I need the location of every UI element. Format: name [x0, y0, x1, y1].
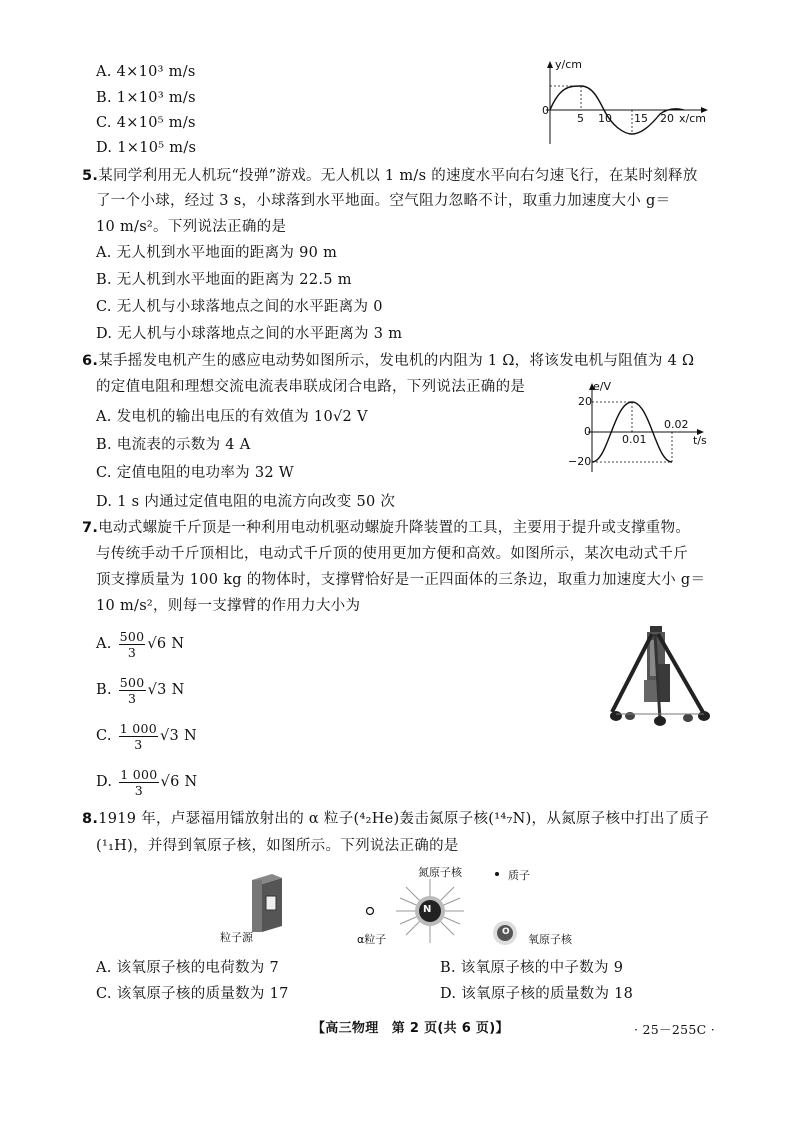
oxygen-symbol: O	[502, 927, 510, 937]
q6-line1: 6.某手摇发电机产生的感应电动势如图所示，发电机的内阻为 1 Ω，将该发电机与阻值为 4 Ω	[82, 353, 695, 369]
proton-label: 质子	[508, 869, 530, 882]
electric-jack-image	[600, 620, 720, 728]
alpha-label: α粒子	[357, 933, 387, 946]
q5-line2: 了一个小球，经过 3 s，小球落到水平地面。空气阻力忽略不计，取重力加速度大小 g＝	[96, 193, 671, 209]
q7-line2: 与传统手动千斤顶相比，电动式千斤顶的使用更加方便和高效。如图所示，某次电动式千斤	[96, 546, 688, 562]
q4-option-d: D. 1×10⁵ m/s	[96, 140, 197, 156]
q4-option-b: B. 1×10³ m/s	[96, 90, 196, 106]
q7-option-a: A. $\frac{500}{3}$ √6 N	[96, 628, 185, 660]
wave-tick-10: 10	[598, 112, 612, 125]
q7-option-d: D. $\frac{1 000}{3}$ √6 N	[96, 766, 198, 798]
q6-option-d: D. 1 s 内通过定值电阻的电流方向改变 50 次	[96, 494, 396, 510]
nitrogen-label: 氮原子核	[418, 866, 462, 879]
q5-option-c: C. 无人机与小球落地点之间的水平距离为 0	[96, 299, 383, 315]
q8-line1: 8.1919 年，卢瑟福用镭放射出的 α 粒子(⁴₂He)轰击氮原子核(¹⁴₇N)，从氮原子核中打出了质子	[82, 811, 710, 827]
q4-option-a: A. 4×10³ m/s	[96, 64, 196, 80]
q7-line4: 10 m/s²，则每一支撑臂的作用力大小为	[96, 598, 361, 614]
page-footer: 【高三物理 第 2 页(共 6 页)】	[312, 1021, 509, 1036]
source-label: 粒子源	[220, 931, 253, 944]
q5-option-a: A. 无人机到水平地面的距离为 90 m	[96, 245, 338, 261]
q5-option-d: D. 无人机与小球落地点之间的水平距离为 3 m	[96, 326, 403, 342]
q7-line3: 顶支撑质量为 100 kg 的物体时，支撑臂恰好是一正四面体的三条边，取重力加速度大小 g＝	[96, 572, 706, 588]
wave-tick-15: 15	[634, 112, 648, 125]
q7-option-c: C. $\frac{1 000}{3}$ √3 N	[96, 720, 198, 752]
q5-option-b: B. 无人机到水平地面的距离为 22.5 m	[96, 272, 352, 288]
emf-t1: 0.01	[622, 433, 647, 446]
q6-option-c: C. 定值电阻的电功率为 32 W	[96, 465, 294, 481]
q5-line3: 10 m/s²。下列说法正确的是	[96, 219, 287, 235]
q7-line1: 7.电动式螺旋千斤顶是一种利用电动机驱动螺旋升降装置的工具，主要用于提升或支撑重物。	[82, 520, 691, 536]
q5-line1: 5.某同学利用无人机玩“投弹”游戏。无人机以 1 m/s 的速度水平向右匀速飞行，在某时刻释放	[82, 168, 698, 184]
emf-x-label: t/s	[693, 434, 707, 447]
wave-tick-20: 20	[660, 112, 674, 125]
q8-option-a: A. 该氧原子核的电荷数为 7	[96, 960, 280, 976]
paper-code: · 25－255C ·	[634, 1022, 716, 1037]
wave-y-label: y/cm	[555, 58, 582, 71]
emf-t2: 0.02	[664, 418, 689, 431]
wave-graph	[536, 58, 716, 148]
wave-tick-5: 5	[577, 112, 584, 125]
q6-option-b: B. 电流表的示数为 4 A	[96, 437, 251, 453]
wave-origin: 0	[542, 104, 549, 117]
q8-option-d: D. 该氧原子核的质量数为 18	[440, 986, 634, 1002]
q7-option-b: B. $\frac{500}{3}$ √3 N	[96, 674, 185, 706]
q8-option-c: C. 该氧原子核的质量数为 17	[96, 986, 289, 1002]
emf-y-zero: 0	[584, 425, 591, 438]
q6-option-a: A. 发电机的输出电压的有效值为 10√2 V	[96, 409, 368, 425]
q4-option-c: C. 4×10⁵ m/s	[96, 115, 196, 131]
oxygen-label: 氧原子核	[528, 933, 572, 946]
q8-line2: (¹₁H)，并得到氧原子核，如图所示。下列说法正确的是	[96, 838, 459, 854]
wave-x-label: x/cm	[679, 112, 706, 125]
emf-y-label: e/V	[593, 380, 611, 393]
emf-y-top: 20	[578, 395, 592, 408]
nitrogen-symbol: N	[423, 904, 432, 915]
q6-line2: 的定值电阻和理想交流电流表串联成闭合电路，下列说法正确的是	[96, 379, 526, 395]
emf-y-bottom: −20	[568, 455, 592, 468]
q8-option-b: B. 该氧原子核的中子数为 9	[440, 960, 624, 976]
